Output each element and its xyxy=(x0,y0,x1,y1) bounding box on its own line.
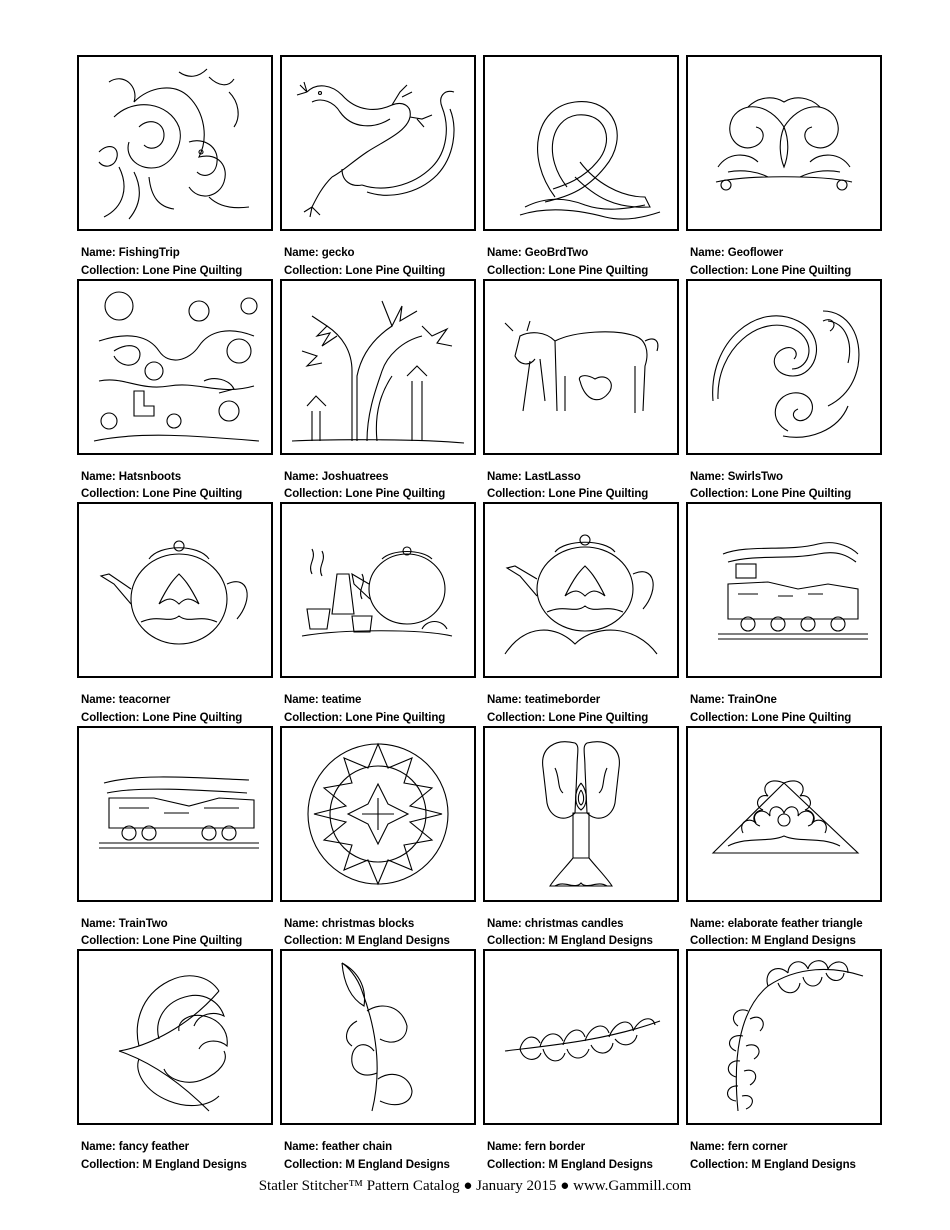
pattern-card xyxy=(483,726,679,950)
fern-border-illustration xyxy=(485,951,677,1123)
pattern-card xyxy=(77,949,273,1173)
pattern-collection: Lone Pine Quilting xyxy=(142,711,243,724)
pattern-card xyxy=(483,949,679,1173)
pattern-name: christmas candles xyxy=(524,917,624,930)
pattern-thumbnail[interactable] xyxy=(280,279,476,455)
pattern-caption: Name: Geoflower Collection: Lone Pine Quilting xyxy=(690,247,852,277)
knot-illustration xyxy=(485,57,677,229)
name-label: Name xyxy=(284,470,315,483)
gecko-illustration xyxy=(282,57,474,229)
pattern-card xyxy=(483,55,679,279)
pattern-caption: Name: SwirlsTwo Collection: Lone Pine Quilting xyxy=(690,470,852,500)
train-illustration xyxy=(688,504,880,676)
pattern-name: fern corner xyxy=(727,1141,788,1153)
name-label: Name xyxy=(487,470,518,483)
pattern-collection: Lone Pine Quilting xyxy=(345,488,446,500)
name-label: Name xyxy=(690,694,721,706)
pattern-thumbnail[interactable] xyxy=(77,279,273,455)
pattern-thumbnail[interactable] xyxy=(483,726,679,902)
cow-illustration xyxy=(485,281,677,453)
hats-boots-illustration xyxy=(79,281,271,453)
collection-label: Collection xyxy=(81,711,136,724)
catalog-footer: Statler Stitcher™ Pattern Catalog ● January 2015 ● www.Gammill.com xyxy=(258,1178,692,1194)
fish-illustration xyxy=(79,57,271,229)
name-label: Name xyxy=(81,917,112,930)
name-label: Name xyxy=(487,247,518,259)
pattern-name: GeoBrdTwo xyxy=(524,247,589,259)
collection-label: Collection xyxy=(487,1158,542,1171)
pattern-collection: Lone Pine Quilting xyxy=(142,935,243,947)
pattern-name: fancy feather xyxy=(118,1141,190,1153)
pattern-collection: Lone Pine Quilting xyxy=(548,488,649,500)
pattern-thumbnail[interactable] xyxy=(483,279,679,455)
pattern-card xyxy=(686,726,882,950)
pattern-name: elaborate feather triangle xyxy=(727,917,863,930)
pattern-caption: Name: fancy feather Collection: M England Designs xyxy=(81,1141,247,1171)
pattern-caption: Name: TrainOne Collection: Lone Pine Quilting xyxy=(690,694,852,724)
pattern-caption: Name: Joshuatrees Collection: Lone Pine Quilting xyxy=(284,470,446,500)
pattern-thumbnail[interactable] xyxy=(483,949,679,1125)
pattern-thumbnail[interactable] xyxy=(280,55,476,231)
pattern-collection: M England Designs xyxy=(751,935,856,947)
name-label: Name xyxy=(284,1141,315,1153)
pattern-name: SwirlsTwo xyxy=(727,470,783,483)
pattern-collection: Lone Pine Quilting xyxy=(142,488,243,500)
pattern-thumbnail[interactable] xyxy=(77,949,273,1125)
pattern-thumbnail[interactable] xyxy=(77,502,273,678)
pattern-thumbnail[interactable] xyxy=(77,55,273,231)
collection-label: Collection xyxy=(81,264,136,277)
pattern-name: TrainOne xyxy=(727,694,777,706)
pattern-caption: Name: christmas candles Collection: M England Designs xyxy=(487,917,653,947)
name-label: Name xyxy=(690,917,721,930)
pattern-caption: Name: elaborate feather triangle Collection: M England Designs xyxy=(690,917,863,947)
collection-label: Collection xyxy=(284,711,339,724)
pattern-caption: Name: Hatsnboots Collection: Lone Pine Quilting xyxy=(81,470,243,500)
pattern-caption: Name: feather chain Collection: M England Designs xyxy=(284,1141,450,1171)
pattern-card xyxy=(280,55,476,279)
pattern-card xyxy=(77,55,273,279)
collection-label: Collection xyxy=(690,264,745,277)
pattern-name: LastLasso xyxy=(524,470,581,483)
pattern-name: Joshuatrees xyxy=(321,470,389,483)
pattern-caption: Name: teacorner Collection: Lone Pine Quilting xyxy=(81,694,243,724)
collection-label: Collection xyxy=(487,935,542,947)
pattern-caption: Name: FishingTrip Collection: Lone Pine Quilting xyxy=(81,247,243,277)
pattern-name: Geoflower xyxy=(727,247,784,259)
pattern-collection: Lone Pine Quilting xyxy=(548,264,649,277)
pattern-name: FishingTrip xyxy=(118,247,180,259)
pattern-caption: Name: gecko Collection: Lone Pine Quilting xyxy=(284,247,446,277)
pattern-thumbnail[interactable] xyxy=(77,726,273,902)
pattern-name: feather chain xyxy=(321,1141,393,1153)
collection-label: Collection xyxy=(81,935,136,947)
pattern-name: teatimeborder xyxy=(524,694,601,706)
name-label: Name xyxy=(81,1141,112,1153)
collection-label: Collection xyxy=(690,488,745,500)
pattern-collection: Lone Pine Quilting xyxy=(751,711,852,724)
name-label: Name xyxy=(487,917,518,930)
pattern-thumbnail[interactable] xyxy=(686,726,882,902)
pattern-caption: Name: christmas blocks Collection: M England Designs xyxy=(284,917,450,947)
pattern-thumbnail[interactable] xyxy=(686,55,882,231)
collection-label: Collection xyxy=(487,711,542,724)
pattern-thumbnail[interactable] xyxy=(483,502,679,678)
collection-label: Collection xyxy=(284,1158,339,1171)
feather-triangle-illustration xyxy=(688,728,880,900)
name-label: Name xyxy=(81,247,112,259)
name-label: Name xyxy=(284,917,315,930)
fern-corner-illustration xyxy=(688,951,880,1123)
name-label: Name xyxy=(487,1141,518,1153)
name-label: Name xyxy=(690,1141,721,1153)
flourish-illustration xyxy=(688,57,880,229)
pattern-collection: Lone Pine Quilting xyxy=(751,264,852,277)
pattern-collection: Lone Pine Quilting xyxy=(345,264,446,277)
pattern-card xyxy=(686,949,882,1173)
collection-label: Collection xyxy=(284,488,339,500)
name-label: Name xyxy=(284,247,315,259)
name-label: Name xyxy=(284,694,315,706)
pattern-collection: Lone Pine Quilting xyxy=(142,264,243,277)
name-label: Name xyxy=(81,694,112,706)
teaset-illustration xyxy=(282,504,474,676)
pattern-name: TrainTwo xyxy=(118,917,168,930)
teapot-illustration xyxy=(79,504,271,676)
fancy-feather-illustration xyxy=(79,951,271,1123)
pattern-caption: Name: teatimeborder Collection: Lone Pine Quilting xyxy=(487,694,649,724)
teapot-border-illustration xyxy=(485,504,677,676)
pattern-caption: Name: GeoBrdTwo Collection: Lone Pine Quilting xyxy=(487,247,649,277)
collection-label: Collection xyxy=(487,264,542,277)
collection-label: Collection xyxy=(690,935,745,947)
pattern-thumbnail[interactable] xyxy=(483,55,679,231)
pattern-thumbnail[interactable] xyxy=(280,726,476,902)
pattern-caption: Name: TrainTwo Collection: Lone Pine Quilting xyxy=(81,917,243,947)
pattern-collection: Lone Pine Quilting xyxy=(548,711,649,724)
pattern-name: fern border xyxy=(524,1141,585,1153)
pattern-caption: Name: LastLasso Collection: Lone Pine Quilting xyxy=(487,470,649,500)
pattern-thumbnail[interactable] xyxy=(686,279,882,455)
trees-illustration xyxy=(282,281,474,453)
collection-label: Collection xyxy=(690,711,745,724)
name-label: Name xyxy=(81,470,112,483)
pattern-card xyxy=(686,55,882,279)
pattern-name: teatime xyxy=(321,694,362,706)
collection-label: Collection xyxy=(284,935,339,947)
name-label: Name xyxy=(487,694,518,706)
pattern-card xyxy=(77,502,273,726)
pattern-card xyxy=(686,502,882,726)
pattern-caption: Name: teatime Collection: Lone Pine Quilting xyxy=(284,694,446,724)
collection-label: Collection xyxy=(284,264,339,277)
swirls-illustration xyxy=(688,281,880,453)
pattern-collection: M England Designs xyxy=(345,1158,450,1171)
collection-label: Collection xyxy=(81,488,136,500)
pattern-card xyxy=(280,279,476,503)
pattern-name: gecko xyxy=(321,247,355,259)
name-label: Name xyxy=(690,247,721,259)
pattern-name: teacorner xyxy=(118,694,171,706)
pattern-collection: Lone Pine Quilting xyxy=(345,711,446,724)
pattern-collection: M England Designs xyxy=(548,1158,653,1171)
candle-illustration xyxy=(485,728,677,900)
pattern-grid xyxy=(77,55,882,1173)
star-block-illustration xyxy=(282,728,474,900)
feather-chain-illustration xyxy=(282,951,474,1123)
pattern-card xyxy=(280,502,476,726)
pattern-thumbnail[interactable] xyxy=(686,949,882,1125)
pattern-name: Hatsnboots xyxy=(118,470,182,483)
collection-label: Collection xyxy=(690,1158,745,1171)
pattern-card xyxy=(686,279,882,503)
pattern-card xyxy=(77,279,273,503)
pattern-collection: M England Designs xyxy=(345,935,450,947)
pattern-collection: M England Designs xyxy=(751,1158,856,1171)
pattern-name: christmas blocks xyxy=(321,917,415,930)
pattern-thumbnail[interactable] xyxy=(280,502,476,678)
pattern-card xyxy=(483,279,679,503)
pattern-card xyxy=(483,502,679,726)
pattern-card xyxy=(280,726,476,950)
pattern-card xyxy=(280,949,476,1173)
collection-label: Collection xyxy=(487,488,542,500)
pattern-thumbnail[interactable] xyxy=(280,949,476,1125)
pattern-collection: Lone Pine Quilting xyxy=(751,488,852,500)
pattern-card xyxy=(77,726,273,950)
pattern-collection: M England Designs xyxy=(142,1158,247,1171)
name-label: Name xyxy=(690,470,721,483)
collection-label: Collection xyxy=(81,1158,136,1171)
pattern-collection: M England Designs xyxy=(548,935,653,947)
pattern-caption: Name: fern corner Collection: M England Designs xyxy=(690,1141,856,1171)
pattern-thumbnail[interactable] xyxy=(686,502,882,678)
pattern-caption: Name: fern border Collection: M England Designs xyxy=(487,1141,653,1171)
train-two-illustration xyxy=(79,728,271,900)
